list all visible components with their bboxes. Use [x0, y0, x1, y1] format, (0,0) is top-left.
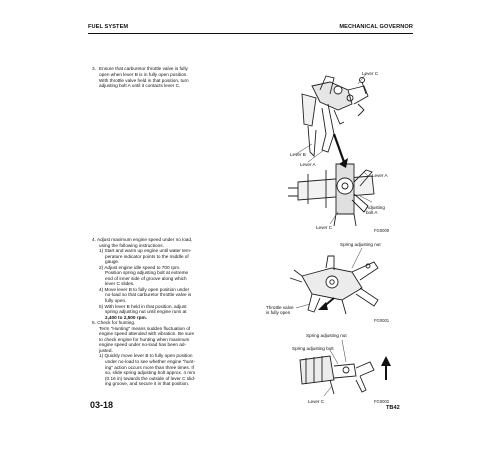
step-line: 2) Adjust engine idle speed to 700 rpm.: [99, 264, 181, 270]
label-lever-c: Lever C: [362, 71, 379, 76]
step-3-line: Ensure that carburetor throttle valve is fully: [99, 66, 188, 71]
page-header: [88, 23, 413, 34]
step-line: 4) Move lever B to fully open position under: [99, 286, 190, 292]
step-line: under no-load to see whether engine "hunt-: [105, 359, 196, 365]
step-line: so, slide spring adjusting bolt approx. 4 mm: [105, 370, 196, 376]
step-3-line: open when lever B is in fully open position.: [99, 71, 188, 77]
section-title: FUEL SYSTEM: [88, 24, 129, 30]
step-line: gauge.: [105, 259, 120, 265]
label-lever-c-bottom: Lever C: [316, 225, 333, 230]
step-line: ing" action occurs more than three times. If: [105, 364, 194, 370]
step-line: engine speed attended with vibration. Be sure: [99, 331, 195, 337]
step-line: Position spring adjusting bolt at extreme: [105, 270, 189, 276]
step-line: ing groove, and secure it in that position.: [105, 381, 190, 387]
step-line: 1) Quickly move lever B to fully open position: [99, 353, 193, 359]
steps-4-5: [92, 237, 244, 387]
figure-code-1: FG0000: [374, 228, 390, 233]
label-adjusting-bolt: Adjusting: [366, 205, 385, 210]
step-line: 5) With lever B held in that position, adjust: [99, 303, 187, 309]
step-line: 2,400 to 2,500 rpm.: [105, 314, 147, 320]
model-code: TB42: [386, 405, 400, 411]
label-throttle-valve: Throttle valve: [266, 305, 294, 310]
step-3-number: 3.: [92, 66, 96, 71]
step-line: 5. Check for hunting.: [92, 320, 136, 326]
step-line: spring adjusting nut until engine runs at: [105, 309, 187, 315]
step-3: [92, 66, 242, 89]
label-lever-c-fig3: Lever C: [308, 399, 325, 404]
label-lever-a-right: Lever A: [372, 173, 388, 178]
page-number: 03-18: [90, 400, 114, 410]
label-spring-adjusting-bolt: Spring adjusting bolt: [292, 346, 334, 351]
step-line: justed.: [99, 347, 113, 353]
step-line: lever C slides.: [105, 281, 135, 287]
label-lever-b: Lever B: [290, 152, 306, 157]
step-line: perature indicator points to the middle of: [105, 253, 189, 259]
figure-code-3: FG0002: [374, 399, 390, 404]
step-line: to check engine for hunting when maximum: [99, 336, 190, 342]
step-line: (0.16 in) towards the outside of lever C slid-: [105, 375, 196, 381]
step-line: no-load so that carburetor throttle valve is: [105, 292, 192, 298]
step-3-line: adjusting bolt A until it contacts lever C.: [99, 83, 181, 89]
step-line: using the following instructions.: [99, 242, 164, 248]
step-line: 4. Adjust maximum engine speed under no load,: [92, 237, 193, 242]
step-line: fully open.: [105, 298, 127, 304]
subsection-title: MECHANICAL GOVERNOR: [339, 24, 413, 30]
label-spring-adjusting-nut: Spring adjusting nut: [340, 242, 381, 247]
step-3-line: With throttle valve held in that position, turn: [99, 77, 189, 83]
label-throttle-fully-open: is fully open: [266, 310, 291, 315]
throttle-open-illustration: [282, 248, 402, 320]
label-lever-a: Lever A: [300, 162, 316, 167]
figure-code-2: FG0001: [374, 318, 390, 323]
step-line: 1) Start and warm up engine until water tem-: [99, 248, 192, 254]
label-spring-adjusting-nut-2: Spring adjusting nut: [306, 333, 347, 338]
label-adjusting-bolt-2: bolt A: [366, 210, 378, 215]
step-line: Term "Hunting" means sudden fluctuation of: [99, 325, 191, 331]
step-line: engine speed under no-load has been ad-: [99, 342, 187, 348]
step-line: end of inner side of groove along which: [105, 275, 187, 281]
